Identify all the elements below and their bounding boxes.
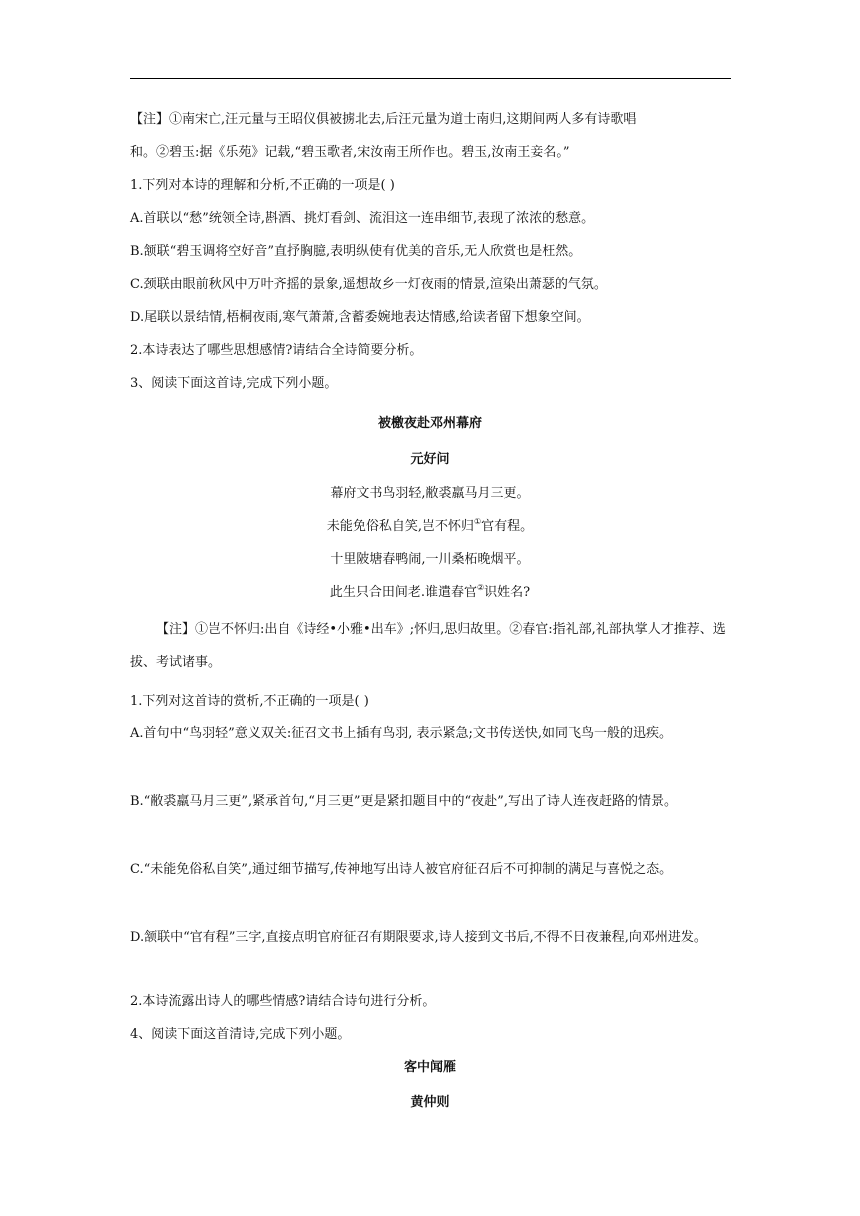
poem-line-1: 幕府文书鸟羽轻,敝裘羸马月三更。	[330, 486, 530, 501]
option-a: A.首联以“愁”统领全诗,斟酒、挑灯看剑、流泪这一连串细节,表现了浓浓的愁意。	[130, 211, 595, 226]
poem-line-3: 十里陂塘春鸭闹,一川桑柘晚烟平。	[330, 552, 530, 567]
question-2: 2.本诗表达了哪些思想感情?请结合全诗简要分析。	[130, 343, 423, 358]
poem-title: 被檄夜赴邓州幕府	[377, 416, 482, 431]
top-rule	[130, 78, 731, 79]
note-line-1: 【注】①南宋亡,汪元量与王昭仪俱被掳北去,后汪元量为道士南归,这期间两人多有诗歌唱	[130, 112, 637, 127]
question-1: 1.下列对本诗的理解和分析,不正确的一项是( )	[130, 178, 395, 193]
poem2-title: 客中闻雁	[403, 1060, 456, 1075]
option-3b: B.“敝裘羸马月三更”,紧承首句,“月三更”更是紧扣题目中的“夜赴”,写出了诗人连夜赶路的情景。	[130, 794, 677, 809]
option-3d: D.颔联中“官有程”三字,直接点明官府征召有期限要求,诗人接到文书后,不得不日夜兼程,向邓州进发。	[130, 930, 707, 945]
poem-author: 元好问	[410, 452, 450, 467]
question-3-2: 2.本诗流露出诗人的哪些情感?请结合诗句进行分析。	[130, 994, 436, 1009]
footnote-marker-2: ②	[476, 583, 485, 592]
poem-line-2: 未能免俗私自笑,岂不怀归①官有程。	[326, 517, 534, 534]
section-4-heading: 4、阅读下面这首清诗,完成下列小题。	[130, 1027, 351, 1042]
option-c: C.颈联由眼前秋风中万叶齐摇的景象,遥想故乡一灯夜雨的情景,渲染出萧瑟的气氛。	[130, 277, 607, 292]
poem-line-4: 此生只合田间老.谁遣春官②识姓名?	[329, 583, 531, 600]
poem-note: 【注】①岂不怀归:出自《诗经•小雅•出车》;怀归,思归故里。②春官:指礼部,礼部执掌人才推荐、选拔、考试诸事。	[130, 622, 726, 670]
question-3-1: 1.下列对这首诗的赏析,不正确的一项是( )	[130, 694, 369, 709]
footnote-marker-1: ①	[473, 517, 482, 526]
option-d: D.尾联以景结情,梧桐夜雨,寒气萧萧,含蓄委婉地表达情感,给读者留下想象空间。	[130, 310, 590, 325]
section-3-heading: 3、阅读下面这首诗,完成下列小题。	[130, 376, 338, 391]
option-3c: C.“未能免俗私自笑”,通过细节描写,传神地写出诗人被官府征召后不可抑制的满足与喜悦之态。	[130, 862, 673, 877]
poem2-author: 黄仲则	[410, 1095, 450, 1110]
note-line-2: 和。②碧玉:据《乐苑》记载,“碧玉歌者,宋汝南王所作也。碧玉,汝南王妾名。”	[130, 145, 570, 160]
option-b: B.颔联“碧玉调将空好音”直抒胸臆,表明纵使有优美的音乐,无人欣赏也是枉然。	[130, 244, 582, 259]
option-3a: A.首句中“鸟羽轻”意义双关:征召文书上插有鸟羽, 表示紧急;文书传送快,如同飞鸟一般的迅疾。	[130, 726, 672, 741]
